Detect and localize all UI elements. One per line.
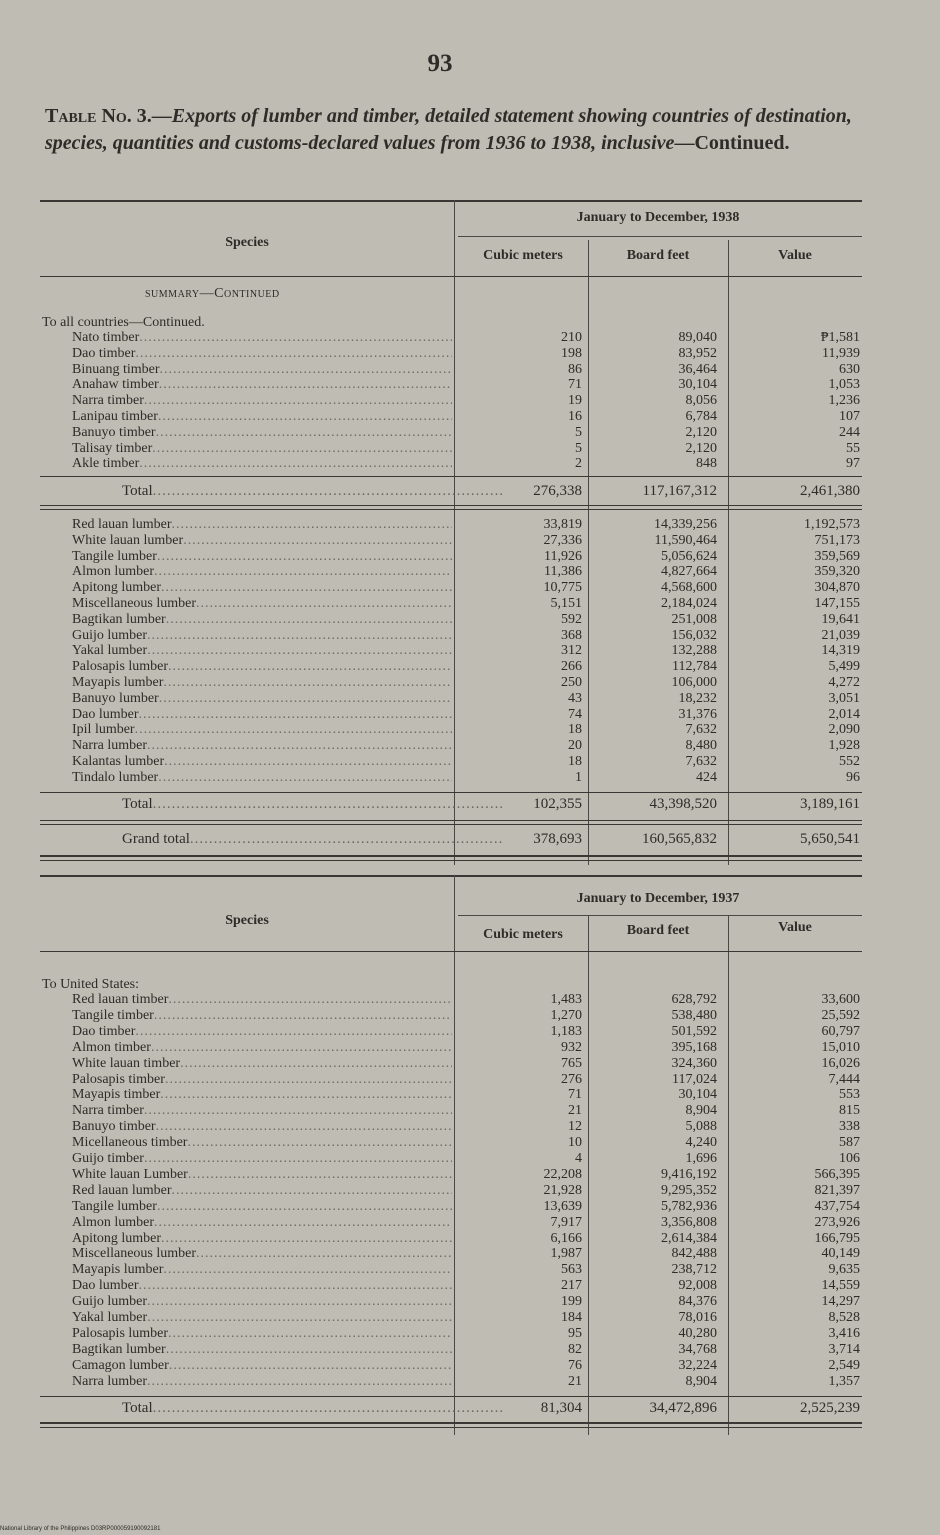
board-feet-cell: 83,952: [678, 345, 717, 361]
cubic-meters-cell: 13,639: [543, 1198, 582, 1214]
cubic-meters-cell: 1: [575, 769, 582, 785]
board-feet-cell: 30,104: [678, 1087, 717, 1103]
species-name: Red lauan timber .....: [72, 992, 452, 1008]
cubic-meters-cell: 22,208: [543, 1166, 582, 1182]
board-feet-cell: 36,464: [678, 361, 717, 377]
board-feet-cell: 1,696: [685, 1151, 717, 1166]
caption-continued: —Continued.: [674, 132, 790, 154]
board-feet-cell: 112,784: [672, 659, 717, 675]
board-feet-cell: 7,632: [685, 722, 717, 738]
table-row: [40, 362, 862, 378]
species-name: Almon lumber .....: [72, 564, 452, 580]
table-row: [40, 754, 862, 770]
species-name: Dao lumber .....: [72, 707, 452, 723]
board-feet-cell: 2,120: [685, 424, 717, 440]
board-feet-cell: 156,032: [671, 627, 717, 643]
board-feet-cell: 7,632: [685, 754, 717, 769]
species-name: Tangile lumber .....: [72, 549, 452, 565]
board-feet-cell: 11,590,464: [654, 532, 717, 548]
species-name: Mayapis lumber .....: [72, 675, 452, 691]
board-feet-cell: 628,792: [671, 992, 717, 1007]
cubic-meters-cell: 6,166: [550, 1230, 582, 1246]
table-row: [40, 1199, 862, 1215]
value-cell: 437,754: [814, 1198, 860, 1214]
species-name: Tangile timber .....: [72, 1008, 452, 1024]
board-feet-cell: 395,168: [671, 1039, 717, 1055]
board-feet-header: Board feet: [626, 248, 690, 263]
species-name: Narra lumber .....: [72, 738, 452, 754]
board-feet-cell: 2,614,384: [661, 1230, 717, 1246]
value-cell: 553: [839, 1087, 860, 1103]
value-cell: 97: [846, 456, 860, 472]
table-row: [40, 738, 862, 754]
species-name: Guijo lumber .....: [72, 1294, 452, 1310]
species-name: White lauan Lumber .....: [72, 1167, 452, 1183]
species-name: Mayapis lumber .....: [72, 1262, 452, 1278]
caption-lead: Table No. 3.—: [45, 105, 172, 127]
species-name: Nato timber .....: [72, 330, 452, 346]
species-name: Total .....: [122, 1400, 502, 1416]
cubic-meters-cell: 86: [568, 361, 582, 377]
cubic-meters-cell: 1,270: [550, 1007, 582, 1023]
board-feet-cell: 5,782,936: [661, 1198, 717, 1214]
cubic-meters-cell: 43: [568, 690, 582, 706]
species-name: Almon lumber .....: [72, 1215, 452, 1231]
table-row: [40, 1119, 862, 1135]
cubic-meters-cell: 312: [561, 643, 582, 659]
table-row: [40, 409, 862, 425]
table-row: [40, 1262, 862, 1278]
cubic-meters-cell: 563: [561, 1262, 582, 1278]
summary-heading: summary—Continued: [145, 286, 280, 301]
value-cell: 16,026: [821, 1055, 860, 1071]
cubic-meters-cell: 33,819: [543, 517, 582, 532]
species-name: Talisay timber .....: [72, 441, 452, 457]
species-name: Palosapis lumber .....: [72, 659, 452, 675]
value-cell: 338: [839, 1119, 860, 1135]
value-cell: 1,236: [828, 393, 860, 409]
cubic-meters-cell: 4: [575, 1151, 582, 1166]
cubic-meters-cell: 10: [568, 1135, 582, 1151]
cubic-meters-cell: 11,386: [544, 564, 582, 580]
table-row: [40, 1215, 862, 1231]
table-row: [40, 1135, 862, 1151]
species-name: White lauan lumber .....: [72, 533, 452, 549]
cubic-meters-header: Cubic meters: [483, 248, 563, 263]
board-feet-cell: 324,360: [671, 1055, 717, 1071]
board-feet-cell: 9,416,192: [661, 1166, 717, 1182]
board-feet-cell: 4,827,664: [661, 564, 717, 580]
species-name: Red lauan lumber .....: [72, 517, 452, 533]
cubic-meters-cell: 12: [568, 1119, 582, 1135]
species-name: Palosapis timber .....: [72, 1072, 452, 1088]
value-cell: 96: [846, 769, 860, 785]
cubic-meters-cell: 368: [561, 627, 582, 643]
table-row: [40, 1103, 862, 1119]
cubic-meters-cell: 82: [568, 1341, 582, 1357]
caption-title: Exports of lumber and timber, detailed statement showing countries of destination, species, quantities and customs-declared values from 1936 to 1938, inclusive: [45, 105, 852, 154]
cubic-meters-cell: 102,355: [533, 796, 582, 812]
cubic-meters-cell: 95: [568, 1325, 582, 1341]
table-row: [40, 1008, 862, 1024]
grand-total-row: [40, 831, 862, 847]
table-row: [40, 1374, 862, 1390]
table-1938: [40, 200, 862, 865]
cubic-meters-cell: 19: [568, 393, 582, 409]
table-row: [40, 1358, 862, 1374]
value-cell: 3,714: [828, 1341, 860, 1357]
species-name: Micellaneous timber .....: [72, 1135, 452, 1151]
value-cell: 630: [839, 361, 860, 377]
board-feet-cell: 424: [696, 769, 717, 785]
board-feet-cell: 501,592: [671, 1023, 717, 1039]
species-name: Total .....: [122, 483, 502, 499]
value-cell: 587: [839, 1135, 860, 1151]
board-feet-cell: 117,167,312: [642, 483, 717, 499]
board-feet-cell: 8,904: [685, 1373, 717, 1389]
value-cell: 14,559: [821, 1278, 860, 1294]
species-name: Mayapis timber .....: [72, 1087, 452, 1103]
value-cell: 60,797: [821, 1023, 860, 1039]
species-name: Almon timber .....: [72, 1040, 452, 1056]
table-row: [40, 628, 862, 644]
cubic-meters-cell: 5: [575, 440, 582, 456]
table-row: [40, 441, 862, 457]
species-name: Narra lumber .....: [72, 1374, 452, 1390]
species-name: Ipil lumber .....: [72, 722, 452, 738]
board-feet-cell: 14,339,256: [654, 517, 717, 532]
table-1937: [40, 875, 862, 1435]
value-cell: 147,155: [814, 596, 860, 611]
species-name: Guijo timber .....: [72, 1151, 452, 1167]
board-feet-cell: 18,232: [678, 690, 717, 706]
value-cell: 107: [839, 409, 860, 424]
value-cell: 4,272: [828, 675, 860, 690]
cubic-meters-cell: 20: [568, 738, 582, 754]
board-feet-cell: 8,056: [685, 393, 717, 409]
value-cell: 2,090: [828, 722, 860, 738]
table-row: [40, 1024, 862, 1040]
table-row: [40, 346, 862, 362]
cubic-meters-cell: 7,917: [550, 1214, 582, 1230]
table-row: [40, 1326, 862, 1342]
period-header: January to December, 1937: [576, 891, 740, 906]
species-name: Dao timber .....: [72, 1024, 452, 1040]
cubic-meters-cell: 199: [561, 1294, 582, 1310]
species-name: Lanipau timber .....: [72, 409, 452, 425]
value-cell: 14,319: [821, 643, 860, 659]
species-name: Tangile lumber .....: [72, 1199, 452, 1215]
value-cell: 166,795: [814, 1230, 860, 1246]
value-cell: 7,444: [828, 1071, 860, 1087]
species-name: Guijo lumber .....: [72, 628, 452, 644]
species-name: Palosapis lumber .....: [72, 1326, 452, 1342]
table-row: [40, 393, 862, 409]
board-feet-cell: 251,008: [671, 611, 717, 627]
cubic-meters-cell: 217: [561, 1278, 582, 1294]
board-feet-cell: 2,184,024: [661, 596, 717, 611]
cubic-meters-cell: 21: [568, 1373, 582, 1389]
value-cell: 8,528: [828, 1310, 860, 1325]
value-cell: 1,928: [828, 738, 860, 754]
cubic-meters-cell: 16: [568, 409, 582, 424]
board-feet-cell: 6,784: [685, 409, 717, 424]
table-row: [40, 330, 862, 346]
board-feet-cell: 160,565,832: [642, 831, 717, 847]
value-cell: 9,635: [828, 1262, 860, 1278]
value-cell: 33,600: [821, 992, 860, 1007]
cubic-meters-cell: 266: [561, 659, 582, 675]
board-feet-cell: 84,376: [678, 1294, 717, 1310]
cubic-meters-cell: 21: [568, 1103, 582, 1119]
table-row: [40, 1231, 862, 1247]
table-row: [40, 425, 862, 441]
value-cell: 2,525,239: [800, 1400, 860, 1416]
species-name: Apitong lumber .....: [72, 580, 452, 596]
value-cell: 3,189,161: [800, 796, 860, 812]
board-feet-cell: 9,295,352: [661, 1182, 717, 1198]
cubic-meters-cell: 184: [561, 1310, 582, 1325]
species-name: Akle timber .....: [72, 456, 452, 472]
period-header: January to December, 1938: [576, 210, 740, 225]
value-cell: 11,939: [822, 345, 860, 361]
species-name: Dao lumber .....: [72, 1278, 452, 1294]
board-feet-cell: 32,224: [678, 1357, 717, 1373]
page-number: 93: [427, 50, 453, 77]
cubic-meters-cell: 250: [561, 675, 582, 690]
value-cell: ₱1,581: [820, 330, 860, 345]
cubic-meters-cell: 276,338: [533, 483, 582, 499]
board-feet-cell: 8,904: [685, 1103, 717, 1119]
table-row: [40, 1167, 862, 1183]
table-row: [40, 549, 862, 565]
total-row: [40, 1400, 862, 1416]
value-cell: 815: [839, 1103, 860, 1119]
board-feet-cell: 5,088: [685, 1119, 717, 1135]
cubic-meters-cell: 1,183: [550, 1023, 582, 1039]
species-name: Anahaw timber .....: [72, 377, 452, 393]
table-row: [40, 596, 862, 612]
cubic-meters-cell: 1,483: [550, 992, 582, 1007]
cubic-meters-cell: 27,336: [543, 532, 582, 548]
table-row: [40, 377, 862, 393]
value-cell: 21,039: [821, 627, 860, 643]
table-row: [40, 564, 862, 580]
table-row: [40, 722, 862, 738]
table-row: [40, 1072, 862, 1088]
board-feet-cell: 2,120: [685, 440, 717, 456]
board-feet-cell: 31,376: [678, 706, 717, 722]
species-header: Species: [225, 913, 269, 928]
table-row: [40, 533, 862, 549]
table-row: [40, 612, 862, 628]
value-cell: 2,461,380: [800, 483, 860, 499]
value-cell: 359,569: [814, 548, 860, 564]
board-feet-cell: 34,472,896: [649, 1400, 717, 1416]
value-cell: 40,149: [821, 1246, 860, 1262]
value-cell: 5,650,541: [800, 831, 860, 847]
value-cell: 5,499: [828, 659, 860, 675]
species-name: Binuang timber .....: [72, 362, 452, 378]
board-feet-cell: 538,480: [671, 1007, 717, 1023]
board-feet-cell: 842,488: [671, 1246, 717, 1262]
species-name: Grand total .....: [122, 831, 502, 847]
total-row: [40, 796, 862, 812]
value-cell: 1,192,573: [804, 517, 860, 532]
board-feet-cell: 43,398,520: [649, 796, 717, 812]
species-name: Miscellaneous lumber .....: [72, 1246, 452, 1262]
value-cell: 2,014: [828, 706, 860, 722]
value-cell: 25,592: [821, 1007, 860, 1023]
species-name: White lauan timber .....: [72, 1056, 452, 1072]
board-feet-cell: 92,008: [678, 1278, 717, 1294]
value-cell: 106: [839, 1151, 860, 1166]
species-name: Yakal lumber .....: [72, 1310, 452, 1326]
value-header: Value: [778, 248, 812, 263]
cubic-meters-cell: 18: [568, 722, 582, 738]
cubic-meters-cell: 378,693: [533, 831, 582, 847]
table-row: [40, 691, 862, 707]
table-row: [40, 1087, 862, 1103]
cubic-meters-cell: 21,928: [543, 1182, 582, 1198]
value-cell: 1,053: [828, 377, 860, 393]
cubic-meters-cell: 932: [561, 1039, 582, 1055]
species-name: Camagon lumber .....: [72, 1358, 452, 1374]
board-feet-cell: 5,056,624: [661, 548, 717, 564]
table-row: [40, 1310, 862, 1326]
board-feet-cell: 238,712: [671, 1262, 717, 1278]
cubic-meters-header: Cubic meters: [483, 927, 563, 942]
species-name: Banuyo lumber .....: [72, 691, 452, 707]
cubic-meters-cell: 276: [561, 1071, 582, 1087]
value-cell: 751,173: [814, 532, 860, 548]
species-name: Yakal lumber .....: [72, 643, 452, 659]
value-cell: 821,397: [814, 1182, 860, 1198]
table-row: [40, 770, 862, 786]
value-cell: 552: [839, 754, 860, 769]
cubic-meters-cell: 592: [561, 611, 582, 627]
table-row: [40, 643, 862, 659]
cubic-meters-cell: 2: [575, 456, 582, 472]
species-name: Miscellaneous lumber .....: [72, 596, 452, 612]
table-row: [40, 580, 862, 596]
value-cell: 566,395: [814, 1166, 860, 1182]
species-name: Banuyo timber .....: [72, 425, 452, 441]
board-feet-cell: 8,480: [685, 738, 717, 754]
value-cell: 304,870: [814, 580, 860, 596]
value-cell: 2,549: [828, 1357, 860, 1373]
value-cell: 14,297: [821, 1294, 860, 1310]
board-feet-cell: 34,768: [678, 1341, 717, 1357]
cubic-meters-cell: 76: [568, 1357, 582, 1373]
table-row: [40, 659, 862, 675]
species-name: Narra timber .....: [72, 393, 452, 409]
board-feet-cell: 106,000: [671, 675, 717, 690]
board-feet-cell: 89,040: [678, 330, 717, 345]
species-name: Apitong lumber .....: [72, 1231, 452, 1247]
species-name: Kalantas lumber .....: [72, 754, 452, 770]
table-row: [40, 456, 862, 472]
board-feet-cell: 4,240: [685, 1135, 717, 1151]
species-name: Dao timber .....: [72, 346, 452, 362]
cubic-meters-cell: 5: [575, 424, 582, 440]
species-name: Banuyo timber .....: [72, 1119, 452, 1135]
total-row: [40, 483, 862, 499]
species-name: Bagtikan lumber .....: [72, 612, 452, 628]
board-feet-cell: 117,024: [672, 1071, 717, 1087]
value-cell: 273,926: [814, 1214, 860, 1230]
table-row: [40, 1056, 862, 1072]
value-cell: 244: [839, 424, 860, 440]
table-row: [40, 517, 862, 533]
table-row: [40, 1040, 862, 1056]
cubic-meters-cell: 5,151: [550, 596, 582, 611]
cubic-meters-cell: 198: [561, 345, 582, 361]
board-feet-cell: 4,568,600: [661, 580, 717, 596]
value-cell: 3,051: [828, 690, 860, 706]
table-row: [40, 707, 862, 723]
value-cell: 1,357: [828, 1373, 860, 1389]
board-feet-cell: 132,288: [671, 643, 717, 659]
table-row: [40, 1183, 862, 1199]
board-feet-cell: 40,280: [678, 1325, 717, 1341]
species-name: Bagtikan lumber .....: [72, 1342, 452, 1358]
cubic-meters-cell: 210: [561, 330, 582, 345]
board-feet-cell: 30,104: [678, 377, 717, 393]
table-row: [40, 992, 862, 1008]
value-header: Value: [778, 920, 812, 935]
cubic-meters-cell: 74: [568, 706, 582, 722]
footer-credit: National Library of the Philippines D03RP000059190092181: [0, 1526, 161, 1532]
table-row: [40, 1342, 862, 1358]
cubic-meters-cell: 1,987: [550, 1246, 582, 1262]
cubic-meters-cell: 765: [561, 1055, 582, 1071]
value-cell: 55: [846, 440, 860, 456]
cubic-meters-cell: 11,926: [544, 548, 582, 564]
board-feet-cell: 78,016: [678, 1310, 717, 1325]
table-row: [40, 1278, 862, 1294]
board-feet-header: Board feet: [626, 923, 690, 938]
board-feet-cell: 848: [696, 456, 717, 472]
table-row: [40, 1294, 862, 1310]
value-cell: 359,320: [814, 564, 860, 580]
group-label: To all countries—Continued.: [42, 315, 205, 330]
species-header: Species: [225, 235, 269, 250]
cubic-meters-cell: 10,775: [543, 580, 582, 596]
value-cell: 3,416: [828, 1325, 860, 1341]
table-caption: [45, 103, 865, 157]
group-label: To United States:: [42, 977, 140, 992]
species-name: Narra timber .....: [72, 1103, 452, 1119]
cubic-meters-cell: 18: [568, 754, 582, 769]
cubic-meters-cell: 71: [568, 1087, 582, 1103]
table-row: [40, 675, 862, 691]
species-name: Tindalo lumber .....: [72, 770, 452, 786]
table-row: [40, 1151, 862, 1167]
value-cell: 15,010: [821, 1039, 860, 1055]
cubic-meters-cell: 81,304: [540, 1400, 582, 1416]
species-name: Red lauan lumber .....: [72, 1183, 452, 1199]
board-feet-cell: 3,356,808: [661, 1214, 717, 1230]
species-name: Total .....: [122, 796, 502, 812]
cubic-meters-cell: 71: [568, 377, 582, 393]
value-cell: 19,641: [821, 611, 860, 627]
table-row: [40, 1246, 862, 1262]
